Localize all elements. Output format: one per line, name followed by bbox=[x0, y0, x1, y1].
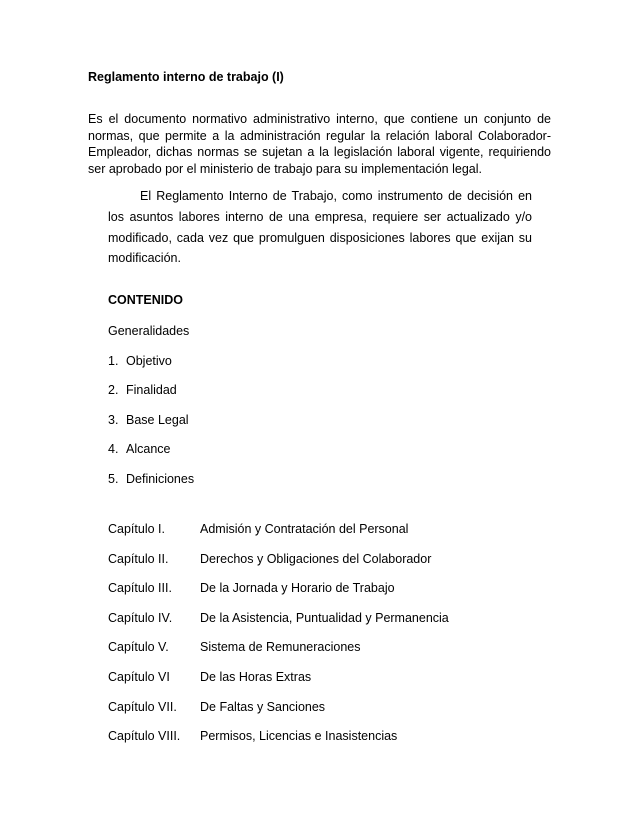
chapter-number: Capítulo VI bbox=[108, 669, 170, 684]
list-item-number: 5. bbox=[108, 471, 119, 486]
chapter-title: Sistema de Remuneraciones bbox=[200, 640, 361, 655]
chapter-number: Capítulo VIII. bbox=[108, 729, 181, 744]
chapter-number: Capítulo I. bbox=[108, 522, 165, 536]
list-item-label: Alcance bbox=[126, 442, 171, 457]
chapter-row bbox=[108, 729, 449, 759]
chapter-title: Admisión y Contratación del Personal bbox=[200, 522, 409, 536]
list-item bbox=[108, 383, 194, 412]
list-item bbox=[108, 413, 194, 442]
chapter-number: Capítulo III. bbox=[108, 581, 172, 596]
list-item-number: 4. bbox=[108, 442, 119, 457]
list-item-label: Objetivo bbox=[126, 354, 172, 368]
chapter-row bbox=[108, 581, 449, 611]
list-item bbox=[108, 442, 194, 471]
chapter-title: De las Horas Extras bbox=[200, 669, 312, 684]
document-title: Reglamento interno de trabajo (I) bbox=[88, 70, 284, 84]
list-item bbox=[108, 354, 194, 383]
generalidades-label: Generalidades bbox=[108, 324, 190, 338]
chapter-row bbox=[108, 640, 449, 670]
contenido-heading: CONTENIDO bbox=[108, 293, 183, 307]
chapter-row bbox=[108, 611, 449, 641]
list-item-label: Base Legal bbox=[126, 412, 189, 427]
list-item-number: 2. bbox=[108, 383, 119, 398]
chapter-list bbox=[108, 522, 449, 759]
chapter-title: De Faltas y Sanciones bbox=[200, 699, 326, 714]
chapter-row bbox=[108, 552, 449, 582]
list-item-number: 3. bbox=[108, 412, 119, 427]
chapter-row bbox=[108, 700, 449, 730]
numbered-list bbox=[108, 354, 194, 501]
list-item-label: Finalidad bbox=[126, 383, 177, 398]
chapter-number: Capítulo II. bbox=[108, 551, 169, 566]
intro-paragraph: Es el documento normativo administrativo interno, que contiene un conjunto de normas, que permite a la administración regular la relación laboral Colaborador-Empleador, dichas normas se sujetan a la legislación laboral vigente, requiriendo ser aprobado por el ministerio de trabajo para su implementación legal. bbox=[88, 112, 551, 176]
chapter-number: Capítulo V. bbox=[108, 640, 169, 655]
chapter-row bbox=[108, 670, 449, 700]
chapter-number: Capítulo VII. bbox=[108, 699, 177, 714]
chapter-title: Permisos, Licencias e Inasistencias bbox=[200, 729, 398, 744]
list-item-number: 1. bbox=[108, 354, 119, 368]
chapter-title: De la Jornada y Horario de Trabajo bbox=[200, 581, 395, 596]
list-item bbox=[108, 472, 194, 501]
chapter-number: Capítulo IV. bbox=[108, 610, 173, 625]
chapter-row bbox=[108, 522, 449, 552]
chapter-title: Derechos y Obligaciones del Colaborador bbox=[200, 551, 432, 566]
second-paragraph: El Reglamento Interno de Trabajo, como instrumento de decisión en los asuntos labores interno de una empresa, requiere ser actualizado y/o modificado, cada vez que promulguen disposiciones labores que exijan su modificación. bbox=[108, 189, 532, 266]
list-item-label: Definiciones bbox=[126, 471, 195, 486]
chapter-title: De la Asistencia, Puntualidad y Permanencia bbox=[200, 610, 449, 625]
